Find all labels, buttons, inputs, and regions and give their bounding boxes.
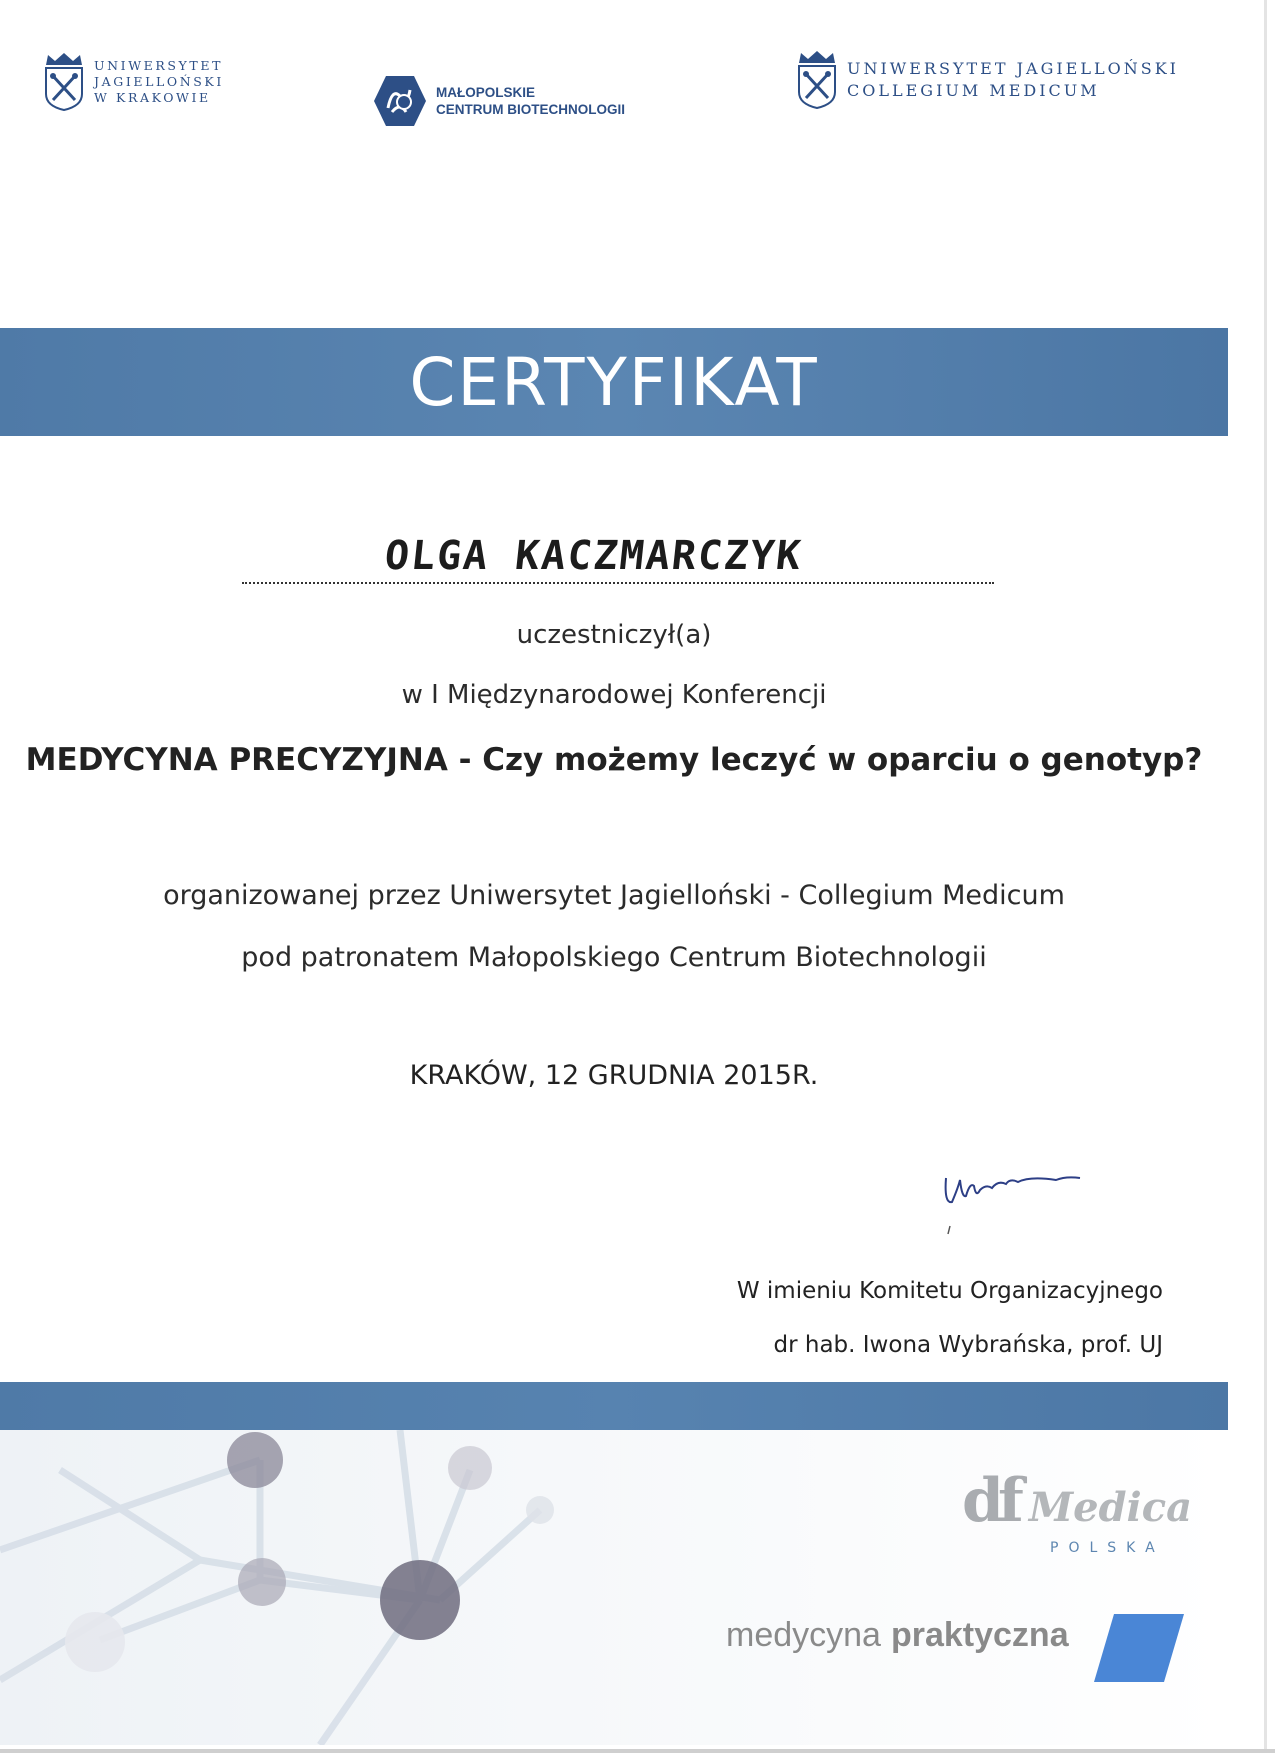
medycyna-praktyczna-logo <box>726 1616 1069 1655</box>
uj-krakow-logo <box>44 52 224 112</box>
uj-cm-name <box>847 58 1179 102</box>
dfmedica-mark: df <box>962 1466 1018 1536</box>
uj-cm-line-2: COLLEGIUM MEDICUM <box>847 81 1100 100</box>
mp-parallelogram-icon <box>1092 1612 1186 1684</box>
page-edge-right <box>1264 0 1267 1753</box>
uj-cm-line-1: UNIWERSYTET JAGIELLOŃSKI <box>847 59 1179 78</box>
uj-krakow-line-2: JAGIELLOŃSKI <box>94 74 224 89</box>
uj-cm-logo <box>797 50 1179 110</box>
uj-krakow-line-1: UNIWERSYTET <box>94 58 224 73</box>
mcb-logo <box>370 72 625 130</box>
mcb-hexagon-icon <box>370 72 428 130</box>
participated-text: uczestniczył(a) <box>516 620 712 650</box>
uj-crest-icon <box>44 52 84 112</box>
recipient-dotted-line <box>242 582 994 584</box>
uj-krakow-name <box>94 58 224 106</box>
uj-krakow-line-3: W KRAKOWIE <box>94 90 211 105</box>
dfmedica-logo <box>962 1466 1193 1556</box>
certificate-title: CERTYFIKAT <box>409 343 819 421</box>
mcb-line-1: MAŁOPOLSKIE <box>436 85 536 100</box>
mp-bold-text: praktyczna <box>890 1616 1069 1654</box>
mcb-name <box>436 84 625 118</box>
conference-intro: w I Międzynarodowej Konferencji <box>401 680 827 710</box>
conference-title: MEDYCYNA PRECYZYJNA - Czy możemy leczyć w oparciu o genotyp? <box>25 742 1203 778</box>
uj-cm-crest-icon <box>797 50 837 110</box>
place-date: KRAKÓW, 12 GRUDNIA 2015R. <box>409 1060 819 1091</box>
recipient-name: OLGA KACZMARCZYK <box>382 533 805 579</box>
organizer-text: organizowanej przez Uniwersytet Jagielloński - Collegium Medicum <box>163 880 1065 911</box>
footer-band <box>0 1382 1228 1430</box>
title-banner <box>0 328 1228 436</box>
signatory-role: W imieniu Komitetu Organizacyjnego <box>736 1278 1163 1304</box>
mcb-line-2: CENTRUM BIOTECHNOLOGII <box>436 102 625 117</box>
mp-light-text: medycyna <box>726 1616 881 1654</box>
signatory-name: dr hab. Iwona Wybrańska, prof. UJ <box>773 1332 1163 1358</box>
signature-icon <box>940 1158 1090 1238</box>
dfmedica-name: Medica <box>1028 1484 1193 1531</box>
patronage-text: pod patronatem Małopolskiego Centrum Biotechnologii <box>241 942 987 973</box>
dfmedica-sub: POLSKA <box>1050 1540 1165 1556</box>
page-edge-bottom <box>0 1749 1275 1753</box>
